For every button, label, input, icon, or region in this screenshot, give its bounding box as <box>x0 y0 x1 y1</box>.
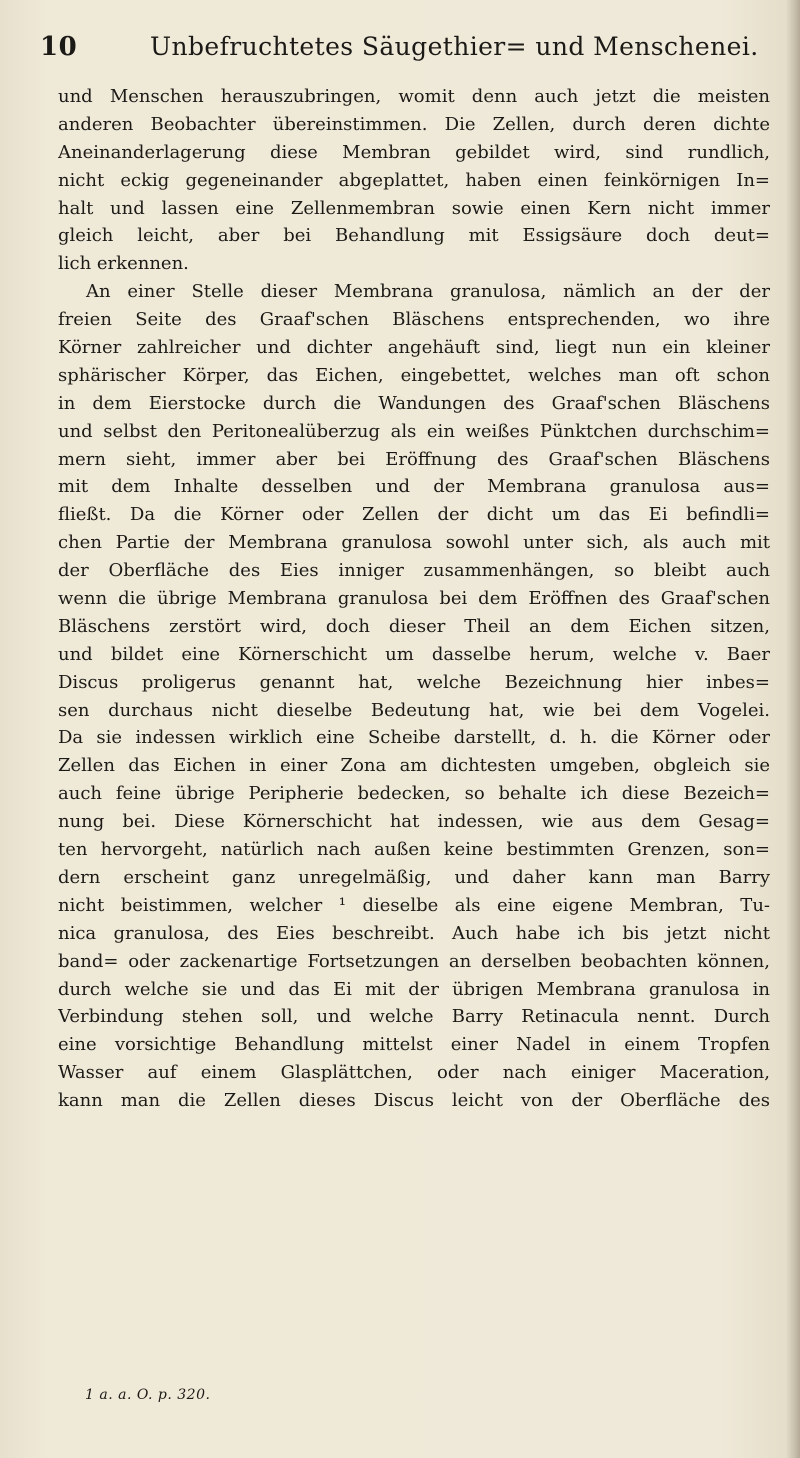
text-line: dern erscheint ganz unregelmäßig, und daher kann man Barry <box>58 866 770 888</box>
text-line: Wasser auf einem Glasplättchen, oder nach einiger Maceration, <box>58 1062 770 1084</box>
text-line: anderen Beobachter übereinstimmen. Die Zellen, durch deren dichte <box>58 113 770 135</box>
text-line: sen durchaus nicht dieselbe Bedeutung hat, wie bei dem Vogelei. <box>58 699 770 721</box>
text-line: in dem Eierstocke durch die Wandungen des Graaf'schen Bläschens <box>58 392 770 414</box>
page-edge-shadow <box>786 0 800 1458</box>
text-line: freien Seite des Graaf'schen Bläschens entsprechenden, wo ihre <box>58 309 770 331</box>
running-title: Unbefruchtetes Säugethier= und Menschenei. <box>150 32 759 61</box>
text-line: nicht eckig gegeneinander abgeplattet, haben einen feinkörnigen In= <box>58 169 770 191</box>
text-line: lich erkennen. <box>58 253 189 275</box>
text-line: nung bei. Diese Körnerschicht hat indessen, wie aus dem Gesag= <box>58 811 770 833</box>
text-line: An einer Stelle dieser Membrana granulosa, nämlich an der der <box>86 281 770 303</box>
text-line: nicht beistimmen, welcher ¹ dieselbe als eine eigene Membran, Tu- <box>58 894 770 916</box>
text-line: der Oberfläche des Eies inniger zusammenhängen, so bleibt auch <box>58 560 770 582</box>
text-line: gleich leicht, aber bei Behandlung mit Essigsäure doch deut= <box>58 225 770 247</box>
body-text <box>58 83 770 1115</box>
text-line: band= oder zackenartige Fortsetzungen an derselben beobachten können, <box>58 950 770 972</box>
text-line: durch welche sie und das Ei mit der übrigen Membrana granulosa in <box>58 978 770 1000</box>
text-line: und selbst den Peritonealüberzug als ein weißes Pünktchen durchschim= <box>58 420 770 442</box>
text-line: Da sie indessen wirklich eine Scheibe darstellt, d. h. die Körner oder <box>58 727 770 749</box>
text-line: und bildet eine Körnerschicht um dasselbe herum, welche v. Baer <box>58 643 770 665</box>
text-line: Bläschens zerstört wird, doch dieser Theil an dem Eichen sitzen, <box>58 615 770 637</box>
text-line: fließt. Da die Körner oder Zellen der dicht um das Ei befindli= <box>58 504 770 526</box>
text-line: Discus proligerus genannt hat, welche Bezeichnung hier inbes= <box>58 671 770 693</box>
text-line: auch feine übrige Peripherie bedecken, so behalte ich diese Bezeich= <box>58 783 770 805</box>
text-line: wenn die übrige Membrana granulosa bei dem Eröffnen des Graaf'schen <box>58 588 770 610</box>
text-line: nica granulosa, des Eies beschreibt. Auch habe ich bis jetzt nicht <box>58 922 770 944</box>
text-line: ten hervorgeht, natürlich nach außen keine bestimmten Grenzen, son= <box>58 839 770 861</box>
text-line: Zellen das Eichen in einer Zona am dichtesten umgeben, obgleich sie <box>58 755 770 777</box>
text-line: halt und lassen eine Zellenmembran sowie einen Kern nicht immer <box>58 197 770 219</box>
text-line: Aneinanderlagerung diese Membran gebildet wird, sind rundlich, <box>58 141 770 163</box>
page-header <box>40 32 760 72</box>
page-number: 10 <box>40 32 78 62</box>
text-line: Verbindung stehen soll, und welche Barry Retinacula nennt. Durch <box>58 1006 770 1028</box>
footnote: 1 a. a. O. p. 320. <box>85 1387 211 1403</box>
text-line: kann man die Zellen dieses Discus leicht von der Oberfläche des <box>58 1090 770 1112</box>
text-line: mit dem Inhalte desselben und der Membrana granulosa aus= <box>58 476 770 498</box>
text-line: Körner zahlreicher und dichter angehäuft sind, liegt nun ein kleiner <box>58 337 770 359</box>
text-line: chen Partie der Membrana granulosa sowohl unter sich, als auch mit <box>58 532 770 554</box>
text-line: mern sieht, immer aber bei Eröffnung des Graaf'schen Bläschens <box>58 448 770 470</box>
text-line: sphärischer Körper, das Eichen, eingebettet, welches man oft schon <box>58 364 770 386</box>
text-line: eine vorsichtige Behandlung mittelst einer Nadel in einem Tropfen <box>58 1034 770 1056</box>
text-line: und Menschen herauszubringen, womit denn auch jetzt die meisten <box>58 86 770 107</box>
